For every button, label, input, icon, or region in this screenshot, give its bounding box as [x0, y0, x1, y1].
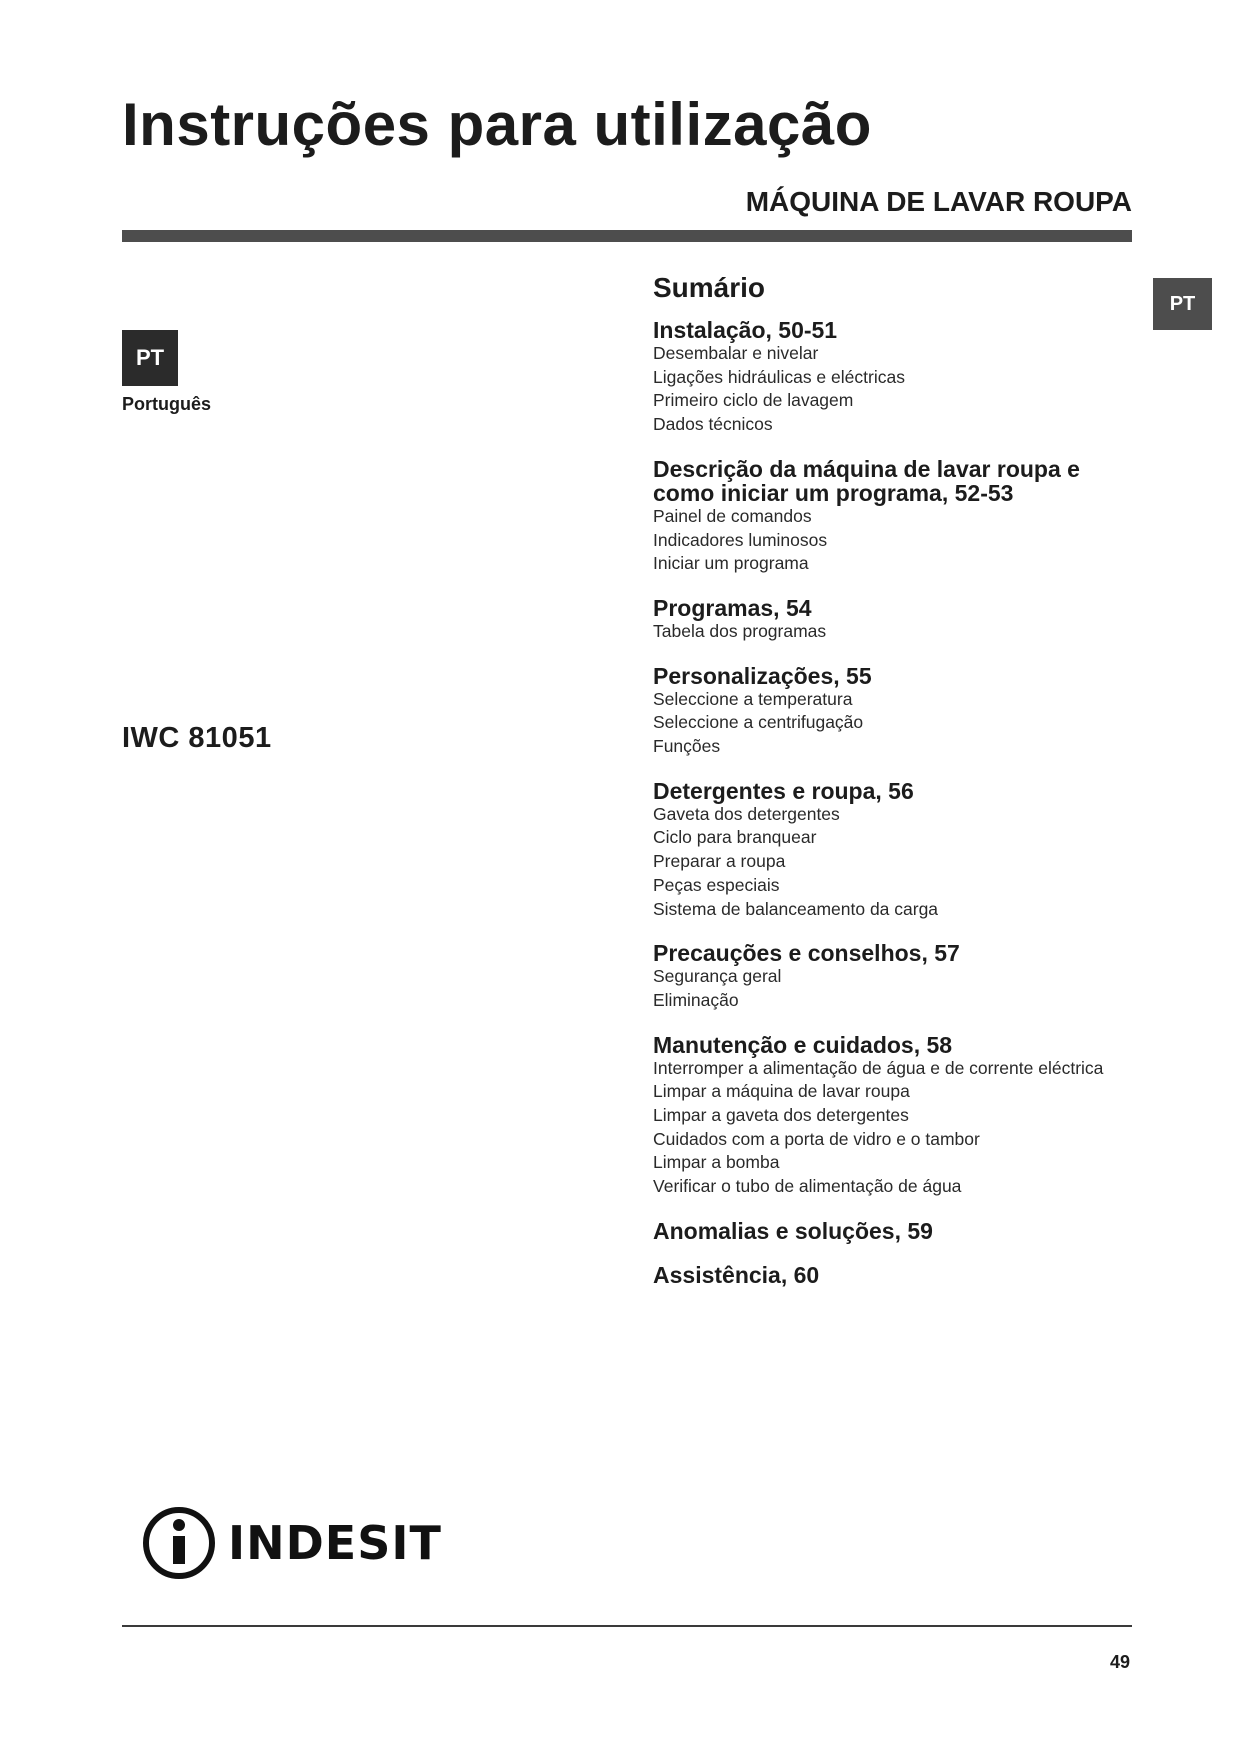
toc-item-list: [653, 342, 1133, 437]
footer-divider: [122, 1625, 1132, 1627]
toc-section-title: Programas, 54: [653, 594, 812, 621]
toc-section: [653, 1219, 1133, 1243]
toc-item: Interromper a alimentação de água e de corrente eléctrica: [653, 1057, 1104, 1078]
side-language-tab: PT: [1153, 278, 1212, 330]
toc-item: Desembalar e nivelar: [653, 343, 819, 363]
toc-item: Segurança geral: [653, 966, 782, 987]
toc-item: Limpar a bomba: [653, 1152, 780, 1173]
toc-item: Preparar a roupa: [653, 851, 786, 872]
toc-item: Dados técnicos: [653, 414, 773, 435]
model-number: IWC 81051: [122, 722, 272, 754]
toc-item: Tabela dos programas: [653, 620, 827, 641]
brand-name: INDESIT: [228, 1516, 442, 1570]
document-subtitle: MÁQUINA DE LAVAR ROUPA: [745, 186, 1132, 217]
toc-item-list: [653, 965, 1133, 1012]
page-number: 49: [1109, 1652, 1130, 1672]
toc-item: Limpar a gaveta dos detergentes: [653, 1105, 909, 1126]
toc-item: Peças especiais: [653, 874, 780, 895]
toc-item: Primeiro ciclo de lavagem: [653, 390, 854, 411]
toc-item: Sistema de balanceamento da carga: [653, 898, 939, 919]
toc-item: Painel de comandos: [653, 505, 812, 526]
toc-section: [653, 941, 1133, 1012]
toc-item-list: [653, 620, 1133, 644]
toc-item-list: [653, 803, 1133, 922]
toc-section-title: Instalação, 50-51: [653, 317, 838, 343]
toc-section-title: Descrição da máquina de lavar roupa e como iniciar um programa, 52-53: [653, 455, 1080, 506]
toc-item: Gaveta dos detergentes: [653, 803, 840, 824]
toc-section: [653, 457, 1133, 576]
toc-item: Limpar a máquina de lavar roupa: [653, 1081, 910, 1102]
toc-item: Ciclo para branquear: [653, 827, 817, 848]
header-divider: [122, 230, 1132, 242]
toc-section-title: Manutenção e cuidados, 58: [653, 1031, 953, 1058]
language-badge: PT: [122, 330, 178, 386]
toc-section-title: Anomalias e soluções, 59: [653, 1217, 933, 1244]
toc-section-title: Precauções e conselhos, 57: [653, 940, 960, 967]
table-of-contents: [653, 272, 1133, 1307]
toc-section: [653, 664, 1133, 759]
toc-section-title: Detergentes e roupa, 56: [653, 777, 914, 804]
toc-item: Indicadores luminosos: [653, 529, 828, 550]
toc-item: Seleccione a temperatura: [653, 688, 853, 709]
toc-section: [653, 596, 1133, 644]
toc-section: [653, 779, 1133, 922]
toc-section: [653, 318, 1133, 437]
toc-item: Verificar o tubo de alimentação de água: [653, 1176, 962, 1197]
toc-item: Ligações hidráulicas e eléctricas: [653, 366, 905, 387]
brand-logo: [142, 1506, 442, 1580]
indesit-logo-icon: [142, 1506, 216, 1580]
toc-item: Seleccione a centrifugação: [653, 712, 864, 733]
toc-sections: [653, 318, 1133, 1287]
toc-section: [653, 1033, 1133, 1199]
toc-item-list: [653, 1057, 1133, 1199]
toc-item: Funções: [653, 736, 721, 757]
toc-item: Eliminação: [653, 989, 739, 1010]
toc-heading: Sumário: [653, 272, 766, 303]
toc-item-list: [653, 688, 1133, 759]
toc-section: [653, 1263, 1133, 1287]
page-title: Instruções para utilização: [122, 91, 872, 158]
toc-item-list: [653, 505, 1133, 576]
toc-item: Cuidados com a porta de vidro e o tambor: [653, 1128, 980, 1149]
toc-item: Iniciar um programa: [653, 553, 809, 574]
toc-section-title: Assistência, 60: [653, 1261, 820, 1288]
language-name: Português: [122, 394, 212, 414]
toc-section-title: Personalizações, 55: [653, 662, 872, 689]
